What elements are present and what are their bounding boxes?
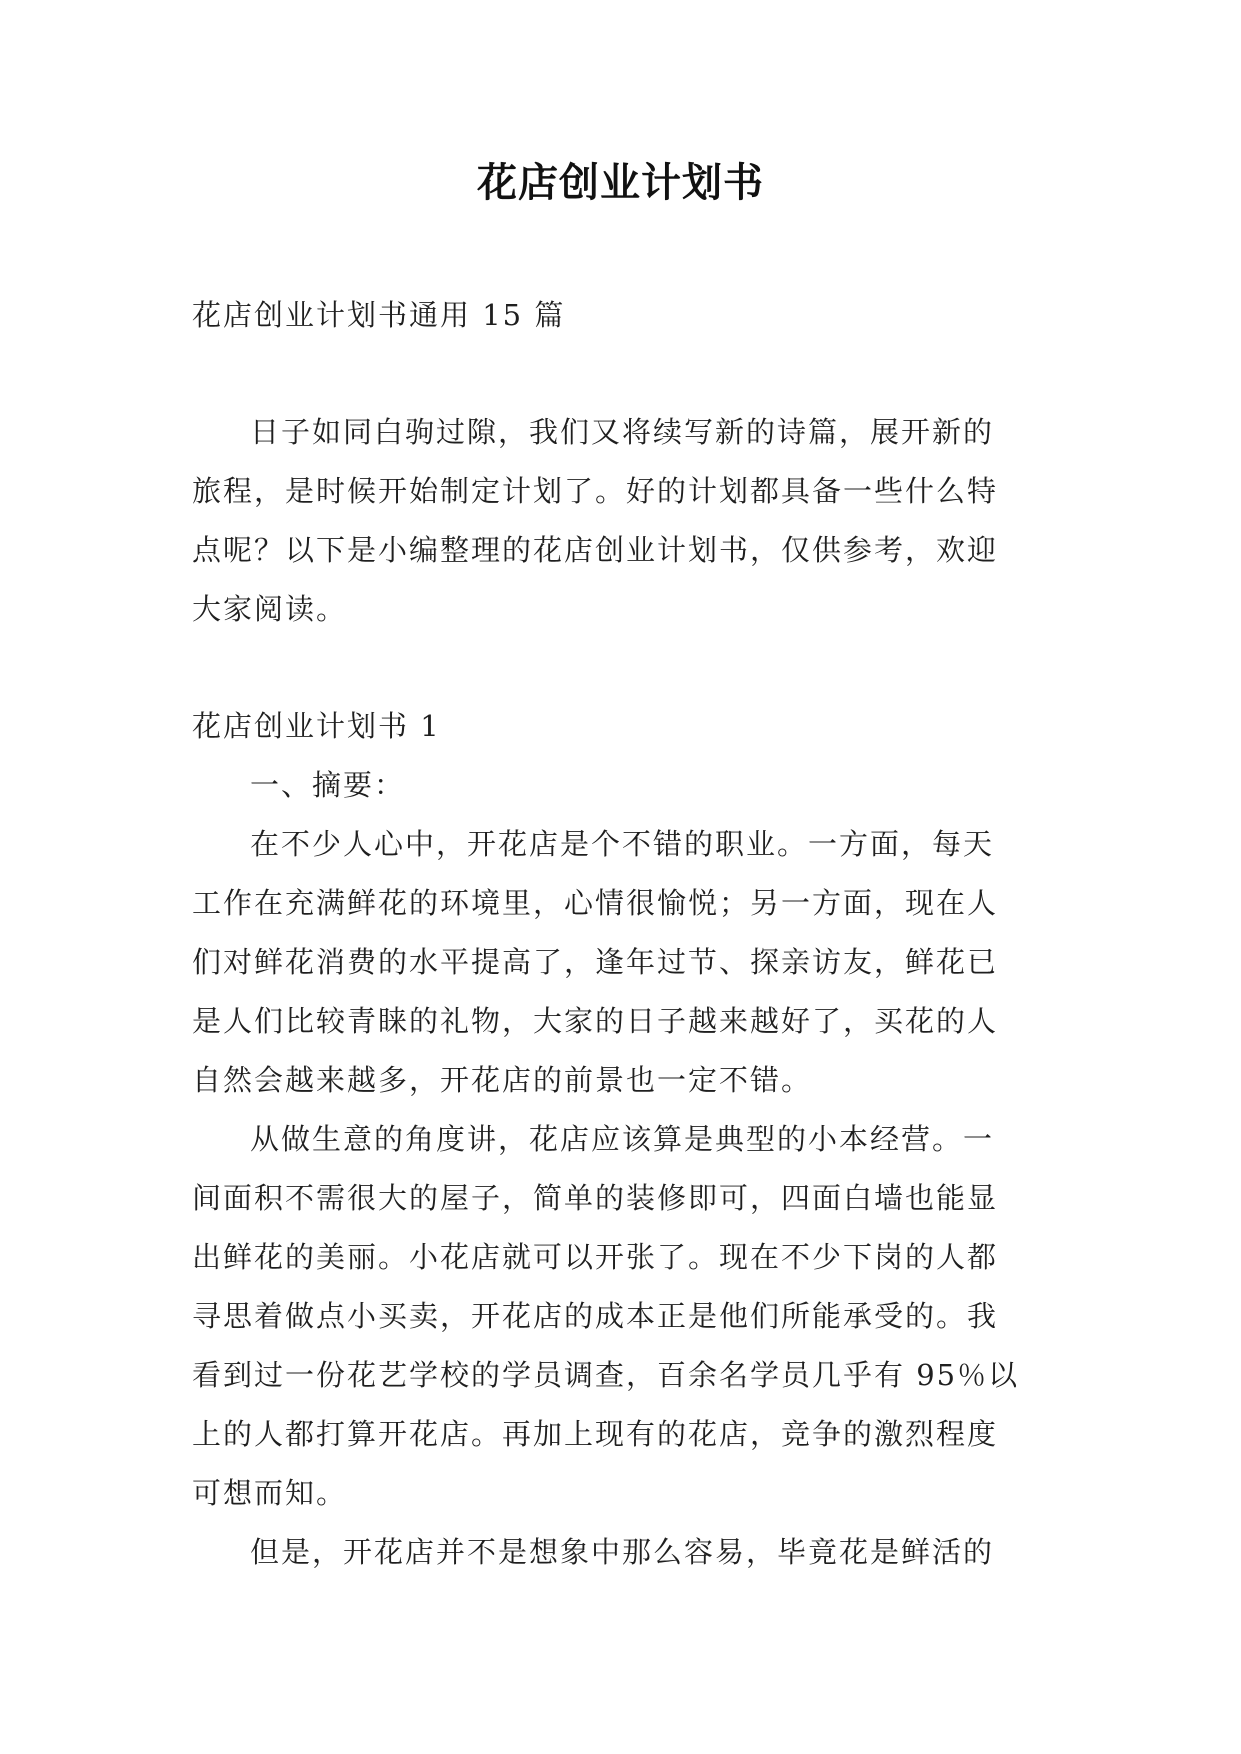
intro-line: 点呢？以下是小编整理的花店创业计划书，仅供参考，欢迎	[192, 533, 999, 567]
summary-heading: 一、摘要：	[250, 768, 406, 802]
section-1	[192, 697, 1052, 1582]
body-line: 间面积不需很大的屋子，简单的装修即可，四面白墙也能显	[192, 1181, 999, 1215]
intro-line: 旅程，是时候开始制定计划了。好的计划都具备一些什么特	[192, 474, 999, 508]
body-line: 是人们比较青睐的礼物，大家的日子越来越好了，买花的人	[192, 1004, 999, 1038]
body-paragraph-1	[192, 815, 1052, 1110]
section-heading: 花店创业计划书 1	[192, 709, 441, 743]
body-line: 上的人都打算开花店。再加上现有的花店，竞争的激烈程度	[192, 1417, 999, 1451]
body-line: 出鲜花的美丽。小花店就可以开张了。现在不少下岗的人都	[192, 1240, 999, 1274]
body-paragraph-2	[192, 1110, 1052, 1523]
body-line: 可想而知。	[192, 1476, 348, 1510]
intro-line: 大家阅读。	[192, 592, 348, 626]
body-line: 在不少人心中，开花店是个不错的职业。一方面，每天	[250, 827, 995, 861]
body-line: 们对鲜花消费的水平提高了，逢年过节、探亲访友，鲜花已	[192, 945, 999, 979]
body-line: 从做生意的角度讲，花店应该算是典型的小本经营。一	[250, 1122, 995, 1156]
body-line: 寻思着做点小买卖，开花店的成本正是他们所能承受的。我	[192, 1299, 999, 1333]
intro-line: 日子如同白驹过隙，我们又将续写新的诗篇，展开新的	[250, 415, 995, 449]
document-subtitle: 花店创业计划书通用 15 篇	[192, 298, 566, 332]
body-line: 工作在充满鲜花的环境里，心情很愉悦；另一方面，现在人	[192, 886, 999, 920]
body-line: 看到过一份花艺学校的学员调查，百余名学员几乎有 95％以	[192, 1358, 1020, 1392]
body-paragraph-3	[192, 1523, 1052, 1582]
body-line: 但是，开花店并不是想象中那么容易，毕竟花是鲜活的	[250, 1535, 995, 1569]
intro-paragraph	[192, 403, 1052, 639]
document-title: 花店创业计划书	[477, 159, 764, 206]
body-line: 自然会越来越多，开花店的前景也一定不错。	[192, 1063, 813, 1097]
